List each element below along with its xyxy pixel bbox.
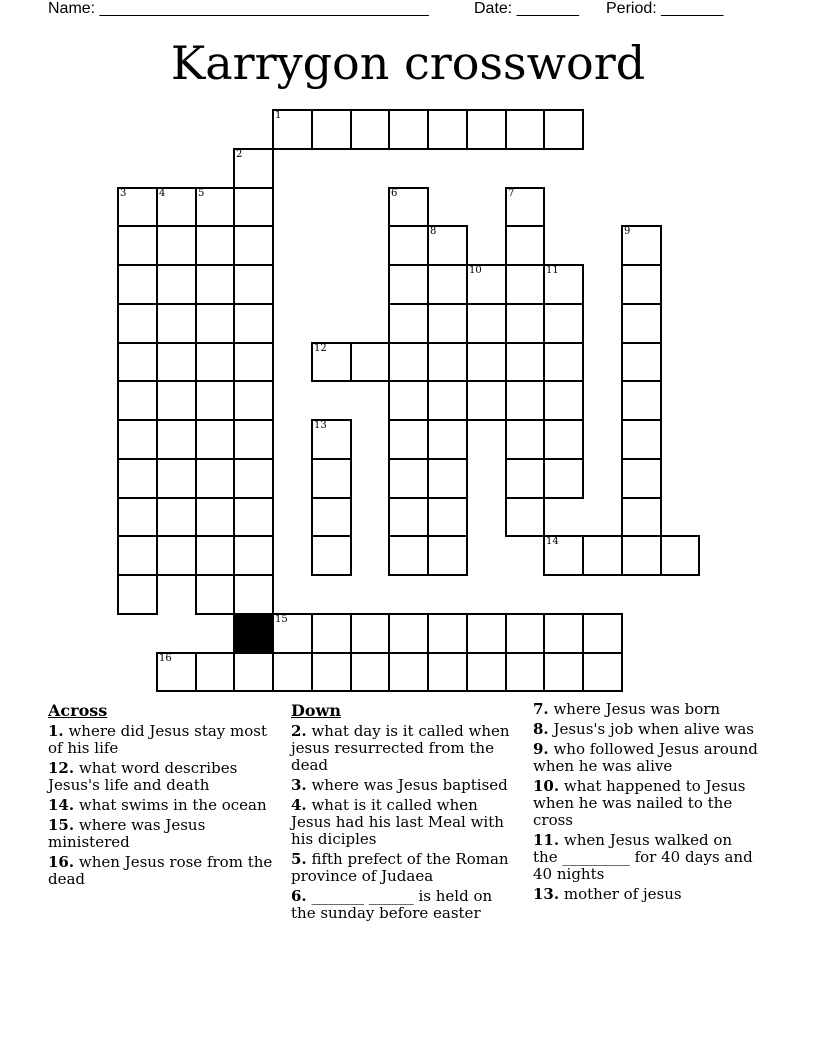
grid-cell[interactable] — [156, 497, 197, 537]
grid-cell[interactable] — [621, 419, 662, 460]
grid-cell[interactable] — [505, 303, 545, 344]
grid-cell[interactable] — [505, 225, 545, 266]
grid-cell[interactable] — [117, 497, 158, 537]
grid-cell[interactable] — [311, 109, 352, 150]
clue-number: 1 — [275, 110, 282, 121]
grid-cell[interactable] — [505, 187, 545, 227]
grid-cell[interactable] — [621, 497, 662, 537]
grid-cell[interactable] — [156, 652, 197, 692]
grid-cell[interactable] — [311, 458, 352, 499]
clue-number: 11 — [546, 265, 559, 276]
grid-cell[interactable] — [505, 497, 545, 537]
grid-cell[interactable] — [156, 225, 197, 266]
grid-cell[interactable] — [505, 264, 545, 305]
grid-cell[interactable] — [233, 380, 274, 421]
grid-cell[interactable] — [117, 574, 158, 615]
clue-number: 10 — [469, 265, 482, 276]
clue-across-16: 16. when Jesus rose from the dead — [48, 853, 273, 888]
grid-cell[interactable] — [427, 342, 468, 382]
down-clues-col2 — [533, 701, 761, 906]
grid-cell[interactable] — [233, 458, 274, 499]
grid-cell[interactable] — [388, 535, 429, 576]
grid-cell[interactable] — [543, 342, 584, 382]
grid-cell[interactable] — [117, 264, 158, 305]
clue-number: 8 — [430, 226, 437, 237]
clue-down-5: 5. fifth prefect of the Roman province of Judaea — [291, 850, 509, 885]
grid-cell[interactable] — [621, 380, 662, 421]
period-field[interactable] — [606, 0, 723, 18]
clue-number: 13 — [314, 420, 327, 431]
grid-cell[interactable] — [117, 380, 158, 421]
clue-down-9: 9. who followed Jesus around when he was alive — [533, 740, 758, 775]
grid-cell[interactable] — [621, 264, 662, 305]
grid-cell[interactable] — [233, 535, 274, 576]
grid-cell[interactable] — [117, 303, 158, 344]
clue-number: 6 — [391, 188, 398, 199]
clue-number: 7 — [508, 188, 515, 199]
grid-cell[interactable] — [388, 303, 429, 344]
grid-cell[interactable] — [350, 652, 390, 692]
clue-across-15: 15. where was Jesus ministered — [48, 816, 206, 851]
grid-cell[interactable] — [427, 652, 468, 692]
grid-cell[interactable] — [505, 458, 545, 499]
grid-cell[interactable] — [233, 148, 274, 189]
grid-cell[interactable] — [117, 187, 158, 227]
clue-number: 5 — [198, 188, 205, 199]
period-blank[interactable]: _______ — [661, 0, 724, 17]
grid-cell[interactable] — [195, 419, 235, 460]
grid-cell[interactable] — [388, 497, 429, 537]
grid-cell[interactable] — [117, 458, 158, 499]
grid-cell[interactable] — [195, 187, 235, 227]
grid-cell[interactable] — [233, 187, 274, 227]
grid-cell[interactable] — [156, 380, 197, 421]
grid-cell[interactable] — [505, 380, 545, 421]
grid-cell[interactable] — [621, 342, 662, 382]
date-field[interactable] — [474, 0, 579, 18]
grid-cell[interactable] — [466, 303, 507, 344]
grid-cell[interactable] — [195, 574, 235, 615]
grid-cell[interactable] — [195, 458, 235, 499]
clue-down-8: 8. Jesus's job when alive was — [533, 720, 754, 738]
grid-cell[interactable] — [582, 535, 623, 576]
grid-cell[interactable] — [311, 419, 352, 460]
clue-number: 15 — [275, 614, 288, 625]
grid-cell[interactable] — [388, 458, 429, 499]
clue-down-11: 11. when Jesus walked on the _________ for 40 days and 40 nights — [533, 831, 753, 883]
grid-cell[interactable] — [388, 187, 429, 227]
name-blank[interactable]: _____________________________________ — [99, 0, 429, 17]
grid-cell[interactable] — [388, 342, 429, 382]
grid-cell[interactable] — [233, 652, 274, 692]
grid-cell[interactable] — [156, 419, 197, 460]
grid-cell[interactable] — [543, 380, 584, 421]
clue-down-3: 3. where was Jesus baptised — [291, 776, 508, 794]
clue-down-6: 6. _______ ______ is held on the sunday before easter — [291, 887, 493, 922]
grid-cell[interactable] — [543, 419, 584, 460]
grid-cell[interactable] — [427, 497, 468, 537]
grid-cell[interactable] — [233, 264, 274, 305]
date-blank[interactable]: _______ — [516, 0, 579, 17]
grid-cell[interactable] — [388, 109, 429, 150]
grid-cell[interactable] — [543, 535, 584, 576]
grid-cell[interactable] — [427, 458, 468, 499]
grid-cell[interactable] — [466, 613, 507, 654]
grid-cell[interactable] — [195, 303, 235, 344]
grid-cell[interactable] — [195, 342, 235, 382]
across-heading: Across — [48, 701, 108, 720]
grid-cell[interactable] — [543, 652, 584, 692]
grid-cell[interactable] — [466, 652, 507, 692]
grid-cell[interactable] — [233, 574, 274, 615]
grid-cell[interactable] — [272, 613, 313, 654]
clue-number: 12 — [314, 343, 327, 354]
grid-cell[interactable] — [233, 497, 274, 537]
clue-number: 9 — [624, 226, 631, 237]
grid-cell[interactable] — [388, 652, 429, 692]
grid-cell[interactable] — [156, 264, 197, 305]
grid-cell[interactable] — [350, 109, 390, 150]
clue-number: 2 — [236, 149, 243, 160]
grid-cell[interactable] — [388, 613, 429, 654]
grid-cell[interactable] — [350, 342, 390, 382]
grid-cell[interactable] — [427, 613, 468, 654]
grid-cell[interactable] — [388, 225, 429, 266]
grid-cell[interactable] — [427, 380, 468, 421]
grid-cell[interactable] — [388, 264, 429, 305]
date-label: Date: — [474, 0, 513, 17]
grid-cell[interactable] — [195, 380, 235, 421]
grid-cell[interactable] — [582, 613, 623, 654]
grid-cell[interactable] — [543, 109, 584, 150]
clue-down-10: 10. what happened to Jesus when he was nailed to the cross — [533, 777, 746, 829]
grid-cell[interactable] — [311, 497, 352, 537]
clue-down-7: 7. where Jesus was born — [533, 700, 721, 718]
grid-cell[interactable] — [660, 535, 700, 576]
name-label: Name: — [48, 0, 96, 17]
grid-cell[interactable] — [466, 342, 507, 382]
grid-cell[interactable] — [388, 380, 429, 421]
grid-cell[interactable] — [156, 458, 197, 499]
page-title: Karrygon crossword — [170, 36, 646, 90]
grid-cell[interactable] — [311, 342, 352, 382]
grid-cell[interactable] — [233, 225, 274, 266]
grid-cell[interactable] — [233, 419, 274, 460]
grid-cell[interactable] — [233, 303, 274, 344]
grid-cell[interactable] — [427, 264, 468, 305]
grid-cell[interactable] — [117, 419, 158, 460]
grid-cell[interactable] — [621, 535, 662, 576]
grid-cell[interactable] — [543, 303, 584, 344]
clue-across-1: 1. where did Jesus stay most of his life — [48, 722, 268, 757]
clue-down-2: 2. what day is it called when jesus resurrected from the dead — [291, 722, 510, 774]
clue-across-14: 14. what swims in the ocean — [48, 796, 267, 814]
grid-cell[interactable] — [311, 613, 352, 654]
grid-cell[interactable] — [311, 535, 352, 576]
grid-cell[interactable] — [350, 613, 390, 654]
grid-cell[interactable] — [466, 109, 507, 150]
grid-cell[interactable] — [621, 225, 662, 266]
name-field[interactable] — [48, 0, 429, 18]
clue-down-4: 4. what is it called when Jesus had his last Meal with his diciples — [291, 796, 504, 848]
grid-cell[interactable] — [156, 187, 197, 227]
grid-cell[interactable] — [156, 342, 197, 382]
period-label: Period: — [606, 0, 657, 17]
grid-cell[interactable] — [466, 380, 507, 421]
clue-number: 4 — [159, 188, 166, 199]
grid-cell[interactable] — [311, 652, 352, 692]
clue-down-13: 13. mother of jesus — [533, 885, 682, 903]
grid-cell[interactable] — [505, 613, 545, 654]
grid-cell[interactable] — [505, 419, 545, 460]
grid-cell[interactable] — [505, 342, 545, 382]
grid-cell[interactable] — [543, 264, 584, 305]
down-heading: Down — [291, 701, 341, 720]
clue-across-12: 12. what word describes Jesus's life and death — [48, 759, 238, 794]
down-clues-col1 — [291, 701, 521, 925]
grid-cell[interactable] — [621, 458, 662, 499]
grid-cell[interactable] — [117, 342, 158, 382]
black-square — [233, 613, 274, 654]
grid-cell[interactable] — [156, 535, 197, 576]
across-clues — [48, 701, 280, 891]
clue-number: 3 — [120, 188, 127, 199]
grid-cell[interactable] — [505, 109, 545, 150]
grid-cell[interactable] — [427, 419, 468, 460]
grid-cell[interactable] — [195, 652, 235, 692]
grid-cell[interactable] — [388, 419, 429, 460]
grid-cell[interactable] — [505, 652, 545, 692]
grid-cell[interactable] — [427, 109, 468, 150]
grid-cell[interactable] — [272, 652, 313, 692]
grid-cell[interactable] — [195, 497, 235, 537]
grid-cell[interactable] — [466, 264, 507, 305]
grid-cell[interactable] — [427, 535, 468, 576]
grid-cell[interactable] — [117, 225, 158, 266]
clue-number: 16 — [159, 653, 172, 664]
grid-cell[interactable] — [272, 109, 313, 150]
grid-cell[interactable] — [427, 303, 468, 344]
grid-cell[interactable] — [427, 225, 468, 266]
grid-cell[interactable] — [582, 652, 623, 692]
grid-cell[interactable] — [543, 458, 584, 499]
grid-cell[interactable] — [117, 535, 158, 576]
grid-cell[interactable] — [156, 303, 197, 344]
grid-cell[interactable] — [233, 342, 274, 382]
grid-cell[interactable] — [621, 303, 662, 344]
grid-cell[interactable] — [195, 225, 235, 266]
clue-number: 14 — [546, 536, 559, 547]
grid-cell[interactable] — [195, 264, 235, 305]
grid-cell[interactable] — [195, 535, 235, 576]
grid-cell[interactable] — [543, 613, 584, 654]
